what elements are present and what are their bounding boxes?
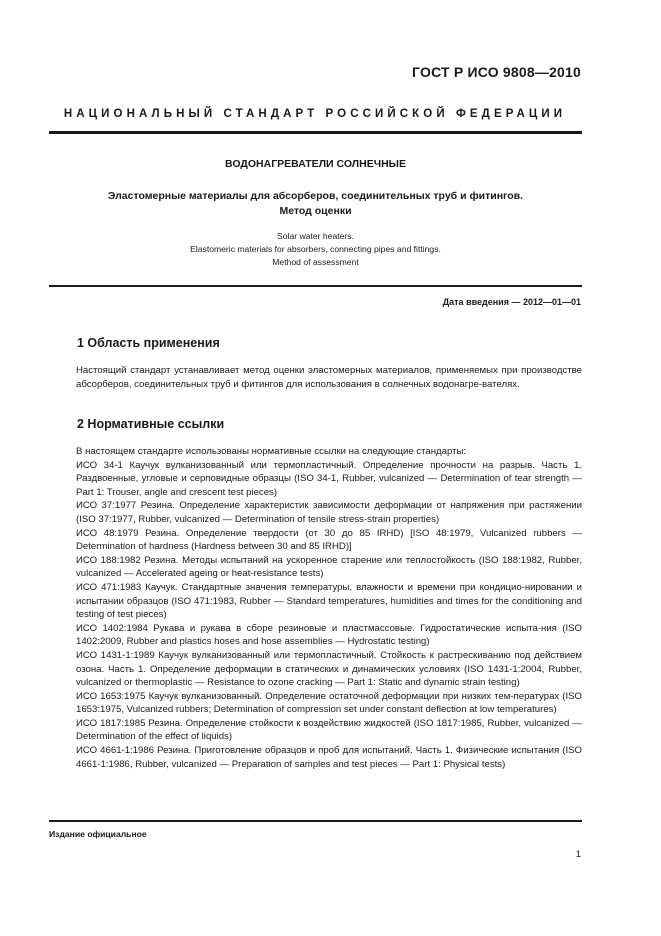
national-standard-heading: НАЦИОНАЛЬНЫЙ СТАНДАРТ РОССИЙСКОЙ ФЕДЕРАЦИИ <box>63 108 567 120</box>
section-2-body <box>76 445 582 771</box>
reference-item: ИСО 1817:1985 Резина. Определение стойкости к воздействию жидкостей (ISO 1817:1985, Rubber, vulcanized — Determination of the effect of liquids) <box>76 717 582 743</box>
english-title <box>49 230 582 269</box>
section-1-body <box>76 364 582 391</box>
english-title-line-1: Solar water heaters. <box>277 231 354 241</box>
official-edition-label: Издание официальное <box>49 829 147 839</box>
reference-item: ИСО 1402:1984 Рукава и рукава в сборе резиновые и пластмассовые. Гидростатические испыта-ния (ISO 1402:2009, Rubber and plastics hoses and hose assemblies — Hydrostatic testing) <box>76 622 582 648</box>
reference-item: ИСО 4661-1:1986 Резина. Приготовление образцов и проб для испытаний. Часть 1. Физические испытания (ISO 4661-1:1986, Rubber, vulcanized — Preparation of samples and test pieces — Part 1: Physical tests) <box>76 745 582 770</box>
document-subtitle <box>49 189 582 219</box>
reference-item: ИСО 34-1 Каучук вулканизованный или термопластичный. Определение прочности на разрыв. Часть 1. Раздвоенные, угловые и серповидные образцы (ISO 34-1, Rubber, vulcanized — Determination of tear strength — Part 1: Trouser, angle and crescent test pieces) <box>76 459 582 498</box>
section-2-intro: В настоящем стандарте использованы нормативные ссылки на следующие стандарты: <box>76 446 467 457</box>
reference-item: ИСО 37:1977 Резина. Определение характеристик зависимости деформации от напряжения при растяжении (ISO 37:1977, Rubber, vulcanized — Determination of tensile stress-strain properties) <box>76 500 582 525</box>
reference-item: ИСО 1431-1:1989 Каучук вулканизованный или термопластичный. Стойкость к растрескиванию под действием озона. Часть 1. Определение деформации в статических и динамических условиях (ISO 1431-1:2004, Rubber, vulcanized or thermoplastic — Resistance to ozone cracking — Part 1: Static and dynamic strain testing) <box>76 649 582 689</box>
subtitle-line-2: Метод оценки <box>279 205 352 217</box>
english-title-line-2: Elastomeric materials for absorbers, connecting pipes and fittings. <box>190 244 441 254</box>
section-1-heading: 1 Область применения <box>77 336 220 350</box>
reference-item: ИСО 188:1982 Резина. Методы испытаний на ускоренное старение или теплостойкость (ISO 188:1982, Rubber, vulcanized — Accelerated ageing or heat-resistance tests) <box>76 554 582 580</box>
page-number: 1 <box>575 849 581 860</box>
reference-item: ИСО 1653:1975 Каучук вулканизованный. Определение остаточной деформации при низких тем-пературах (ISO 1653:1975, Vulcanized rubbers; Determination of compression set under constant deflection at low temperatures) <box>76 690 582 716</box>
document-title: ВОДОНАГРЕВАТЕЛИ СОЛНЕЧНЫЕ <box>225 158 406 170</box>
reference-item: ИСО 471:1983 Каучук. Стандартные значения температуры, влажности и времени при кондицио-нировании и испытании образцов (ISO 471:1983, Rubber — Standard temperatures, humidities and times for the conditioning and testing of test pieces) <box>76 581 582 621</box>
title-divider <box>49 285 582 287</box>
section-1-text: Настоящий стандарт устанавливает метод оценки эластомерных материалов, применяемых при производстве абсорберов, соединительных труб и фитингов для использования в солнечных водонагре-вателях. <box>76 365 582 390</box>
subtitle-line-1: Эластомерные материалы для абсорберов, соединительных труб и фитингов. <box>107 190 524 202</box>
section-2-heading: 2 Нормативные ссылки <box>77 417 225 431</box>
document-code: ГОСТ Р ИСО 9808—2010 <box>412 64 581 80</box>
introduction-date: Дата введения — 2012—01—01 <box>442 297 581 307</box>
reference-item: ИСО 48:1979 Резина. Определение твердости (от 30 до 85 IRHD) [ISO 48:1979, Vulcanized rubbers — Determination of hardness (Hardness between 30 and 85 IRHD)] <box>76 527 582 553</box>
header-divider <box>49 131 582 134</box>
english-title-line-3: Method of assessment <box>272 257 359 267</box>
footer-divider <box>49 820 582 822</box>
section-1-paragraph <box>76 364 582 391</box>
